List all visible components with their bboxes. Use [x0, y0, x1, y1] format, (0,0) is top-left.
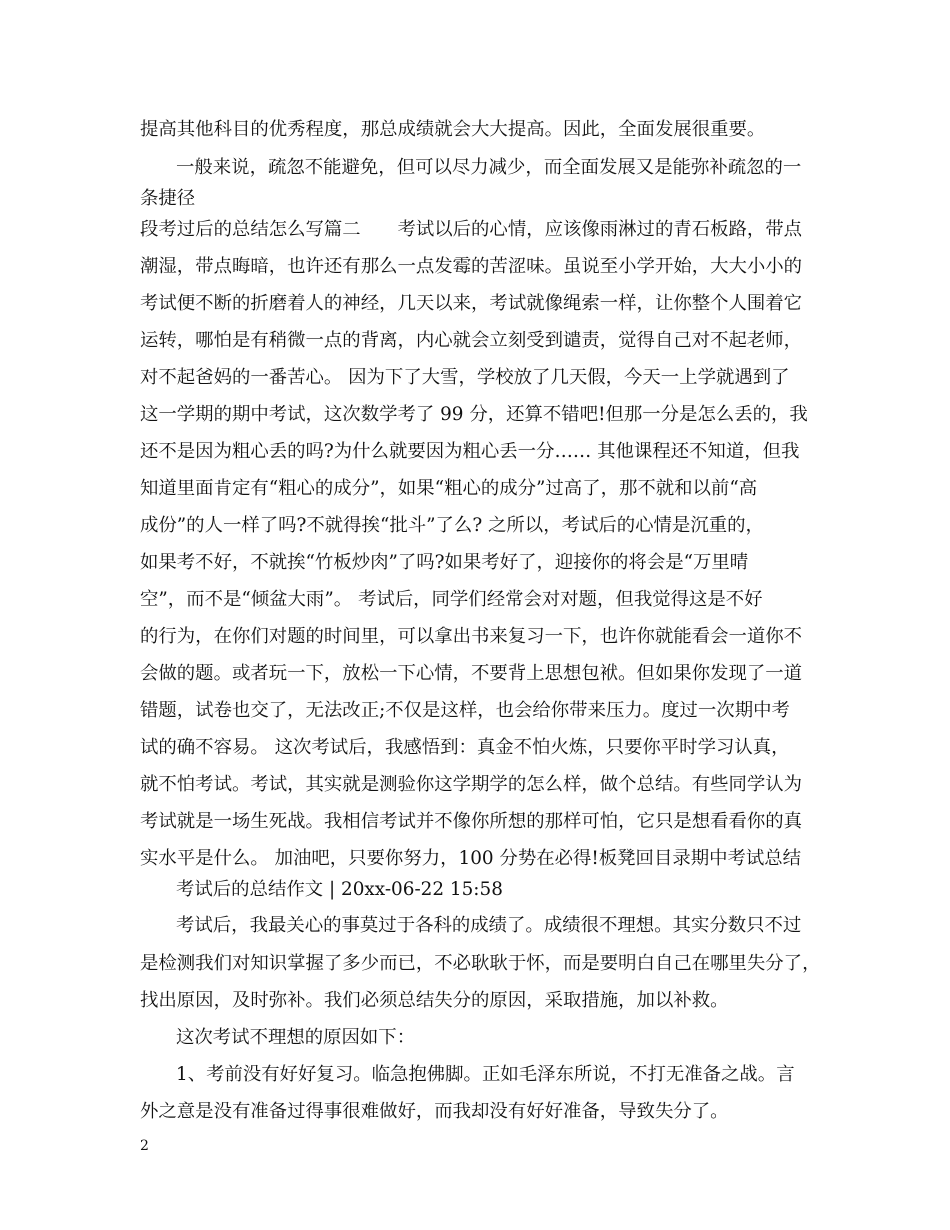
article-meta-line: 考试后的总结作文 | 20xx-06-22 15:58: [176, 879, 503, 900]
body-text-line: 段考过后的总结怎么写篇二 考试以后的心情，应该像雨淋过的青石板路，带点: [140, 219, 803, 240]
body-text-line: 实水平是什么。 加油吧，只要你努力，100 分势在必得!板凳回目录期中考试总结: [140, 848, 802, 869]
body-text-line: 找出原因，及时弥补。我们必须总结失分的原因，采取措施，加以补救。: [140, 990, 729, 1011]
body-text-line: 提高其他科目的优秀程度，那总成绩就会大大提高。因此，全面发展很重要。: [140, 119, 766, 140]
body-text-line: 1、考前没有好好复习。临急抱佛脚。正如毛泽东所说，不打无准备之战。言: [176, 1064, 795, 1085]
body-text-line: 试的确不容易。 这次考试后，我感悟到：真金不怕火炼，只要你平时学习认真，: [140, 737, 790, 758]
body-text-line: 运转，哪怕是有稍微一点的背离，内心就会立刻受到谴责，觉得自己对不起老师，: [140, 330, 803, 351]
page-number: 2: [140, 1138, 149, 1154]
body-text-line: 一般来说，疏忽不能避免，但可以尽力减少，而全面发展又是能弥补疏忽的一: [176, 157, 802, 178]
body-text-line: 是检测我们对知识掌握了多少而已，不必耿耿于怀，而是要明白自己在哪里失分了，: [140, 953, 820, 974]
body-text-line: 考试后，我最关心的事莫过于各科的成绩了。成绩很不理想。其实分数只不过: [176, 915, 802, 936]
body-text-line: 如果考不好，不就挨“竹板炒肉”了吗?如果考好了，迎接你的将会是“万里晴: [140, 552, 749, 573]
body-text-line: 这一学期的期中考试，这次数学考了 99 分，还算不错吧!但那一分是怎么丢的，我: [140, 404, 808, 425]
body-text-line: 外之意是没有准备过得事很难做好，而我却没有好好准备，导致失分了。: [140, 1101, 729, 1122]
body-text-line: 就不怕考试。考试，其实就是测验你这学期学的怎么样，做个总结。有些同学认为: [140, 774, 803, 795]
body-text-line: 知道里面肯定有“粗心的成分”，如果“粗心的成分”过高了，那不就和以前“高: [140, 478, 758, 499]
body-text-line: 考试便不断的折磨着人的神经，几天以来，考试就像绳索一样，让你整个人围着它: [140, 293, 803, 314]
body-text-line: 对不起爸妈的一番苦心。 因为下了大雪，学校放了几天假，今天一上学就遇到了: [140, 367, 790, 388]
body-text-line: 成份”的人一样了吗?不就得挨“批斗”了么? 之所以，考试后的心情是沉重的，: [140, 515, 764, 536]
body-text-line: 的行为，在你们对题的时间里，可以拿出书来复习一下，也许你就能看会一道你不: [140, 626, 803, 647]
body-text-line: 考试就是一场生死战。我相信考试并不像你所想的那样可怕，它只是想看看你的真: [140, 811, 803, 832]
body-text-line: 这次考试不理想的原因如下：: [176, 1027, 416, 1048]
body-text-line: 会做的题。或者玩一下，放松一下心情，不要背上思想包袱。但如果你发现了一道: [140, 663, 803, 684]
body-text-line: 条捷径: [140, 188, 196, 209]
body-text-line: 错题，试卷也交了，无法改正;不仅是这样，也会给你带来压力。度过一次期中考: [140, 700, 790, 721]
body-text-line: 还不是因为粗心丢的吗?为什么就要因为粗心丢一分…… 其他课程还不知道，但我: [140, 441, 800, 462]
body-text-line: 潮湿，带点晦暗，也许还有那么一点发霉的苦涩味。虽说至小学开始，大大小小的: [140, 256, 803, 277]
body-text-line: 空”，而不是“倾盆大雨”。 考试后，同学们经常会对对题，但我觉得这是不好: [140, 589, 763, 610]
